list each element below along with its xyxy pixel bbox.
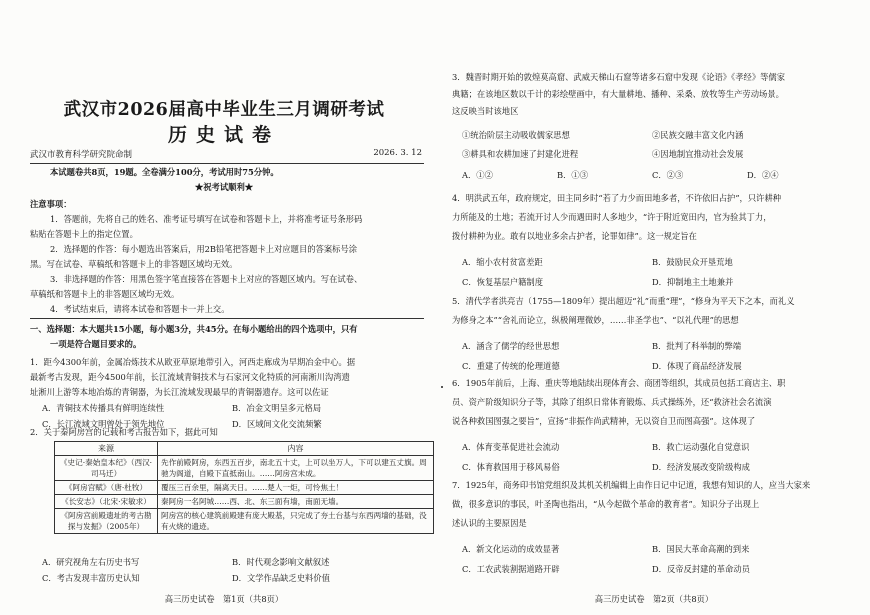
table-row xyxy=(55,456,434,481)
q5-options xyxy=(462,336,852,376)
q7-option-b[interactable]: B．国民大革命高潮的到来 xyxy=(652,544,750,554)
page-footer-right: 高三历史试卷 第2页（共8页） xyxy=(594,594,714,604)
subject-title: 历史试卷 xyxy=(167,124,280,146)
q2-option-c[interactable]: C．考古发现丰富历史认知 xyxy=(42,572,140,583)
q4-option-c[interactable]: C．恢复基层户籍制度 xyxy=(462,277,544,287)
q4-stem: 4．明洪武五年，政府规定，田主同乡时“若了力少而田地多者，不许依旧占护”，只许耕种 xyxy=(452,193,782,203)
note-line: 1．答题前，先将自己的姓名、准考证号填写在试卷和答题卡上，并将准考证号条形码 xyxy=(50,214,363,224)
q1-stem: 1．距今4300年前，金属冶炼技术从欧亚草原地带引入，河西走廊成为早期冶金中心。据 xyxy=(30,357,356,367)
q2-stem: 2．关于秦阿房宫的记载和考古报告如下，据此可知 xyxy=(30,427,218,437)
q6-stem: 6．1905年前后，上海、重庆等地陆续出现体育会、商团等组织，其成员包括工商店主、职 xyxy=(452,378,786,388)
q7-stem: 做，很多意识的事民，叶圣陶也指出，“从今起做个革命的教育者”。知识分子出现上 xyxy=(452,499,760,509)
good-luck-banner: ★祝考试顺利★ xyxy=(194,182,254,192)
q4-stem: 力所能及的土地；若流开讨人少而遇田时人多地少，“许于附近宽田内，官为验其丁力， xyxy=(452,212,772,222)
q7-stem: 述认识的主要原因是 xyxy=(452,518,527,528)
note-line: 粘贴在答题卡上的指定位置。 xyxy=(30,229,138,239)
q3-option-b[interactable]: B．①③ xyxy=(557,170,588,180)
q7-option-d[interactable]: D．反帝反封建的革命动员 xyxy=(652,564,750,574)
exam-date: 2026. 3. 12 xyxy=(373,148,422,158)
q3-item: ③耕具和农耕加速了封建化进程 xyxy=(462,149,579,159)
table-row xyxy=(55,509,434,534)
q4-option-d[interactable]: D．抑制地主土地兼并 xyxy=(652,277,734,287)
q7-stem: 7．1925年，商务印书馆党组织及其机关机编辑上由作日记中记道，我想有知识的人，应当大家来 xyxy=(452,480,811,490)
q4-option-b[interactable]: B．鼓励民众开垦荒地 xyxy=(652,257,733,267)
q1-option-b[interactable]: B．冶金文明呈多元格局 xyxy=(232,403,322,413)
header-rule xyxy=(30,163,424,164)
q2-option-d[interactable]: D．文学作品缺乏史料价值 xyxy=(232,572,330,583)
q2-options xyxy=(42,555,432,586)
q7-option-a[interactable]: A．新文化运动的成效显著 xyxy=(462,544,560,554)
q5-option-d[interactable]: D．体现了商品经济发展 xyxy=(652,361,742,371)
table-cell-content: 覆压三百余里，隔离天日。……楚人一炬，可怜焦土！ xyxy=(158,481,434,495)
note-line: 草稿纸和答题卡上的非答题区域均无效。 xyxy=(30,289,180,299)
q3-stem: 典籍；在该地区数以千计的彩绘壁画中，有大量耕地、播种、采桑、放牧等生产劳动场景。 xyxy=(452,89,784,99)
q7-options xyxy=(462,539,852,579)
q2-option-b[interactable]: B．时代观念影响文献叙述 xyxy=(232,557,330,567)
notes-rule xyxy=(30,318,424,319)
table-cell-content: 阿房宫的核心建筑前殿建有庞大殿基，只完成了夯土台基与东西两墙的基础，没有火烧的遗迹。 xyxy=(158,509,434,534)
q4-options xyxy=(462,252,852,292)
q1-option-c[interactable]: C．长江流域文明曾处于领先地位 xyxy=(42,418,165,429)
table-cell-source: 《阿房宫赋》（唐·杜牧） xyxy=(55,481,158,495)
q6-options xyxy=(462,437,852,477)
q3-item: ④因地制宜推动社会发展 xyxy=(652,149,744,159)
left-page xyxy=(14,0,434,615)
q3-option-c[interactable]: C．②③ xyxy=(652,170,684,180)
q1-stem: 最新考古发现，距今4500年前，长江流域青铜技术与石家河文化特质的河南淅川沟湾遗 xyxy=(30,372,350,382)
q3-option-d[interactable]: D．②④ xyxy=(747,170,779,180)
table-row xyxy=(55,481,434,495)
section-title-cont: 一项是符合题目要求的。 xyxy=(50,339,142,349)
exam-meta xyxy=(30,148,422,160)
exam-title: 武汉市2026届高中毕业生三月调研考试 xyxy=(63,100,385,120)
right-page xyxy=(452,0,856,615)
q4-option-a[interactable]: A．缩小农村贫富差距 xyxy=(462,257,543,267)
notes-title: 注意事项： xyxy=(30,199,72,209)
page-divider-mark xyxy=(441,386,443,388)
table-row xyxy=(55,495,434,509)
table-cell-content: 秦阿房一名阿城……西、北、东三面有墙，南面无墙。 xyxy=(158,495,434,509)
exam-summary: 本试题卷共8页，19题。全卷满分100分，考试用时75分钟。 xyxy=(50,167,279,177)
table-header: 内容 xyxy=(158,442,434,456)
q6-option-d[interactable]: D．经济发展改变阶级构成 xyxy=(652,462,750,472)
q3-option-a[interactable]: A．①② xyxy=(462,170,493,180)
table-cell-source: 《史记·秦始皇本纪》（西汉·司马迁） xyxy=(55,456,158,481)
page-footer-left: 高三历史试卷 第1页（共8页） xyxy=(164,594,284,604)
note-line: 3．非选择题的作答：用黑色签字笔直接答在答题卡上对应的答题区域内。写在试卷、 xyxy=(50,274,363,284)
q7-option-c[interactable]: C．工农武装割据道路开辟 xyxy=(462,564,560,574)
q3-options xyxy=(462,168,852,184)
q2-option-a[interactable]: A．研究视角左右历史书写 xyxy=(42,557,140,567)
q6-option-b[interactable]: B．救亡运动强化自觉意识 xyxy=(652,442,750,452)
q4-stem: 拨付耕种为业。敢有以地业多余占护者，论罪如律”。这一规定旨在 xyxy=(452,231,697,241)
exam-org: 武汉市教育科学研究院命制 xyxy=(30,150,133,160)
note-line: 4．考试结束后，请将本试卷和答题卡一并上交。 xyxy=(50,304,230,314)
q3-stem: 3．魏晋时期开始的敦煌莫高窟、武威天梯山石窟等诸多石窟中发现《论语》《孝经》等儒家 xyxy=(452,72,786,82)
q5-stem: 为修身之本”“舍礼而论立，纵极阐理微妙，……非圣学也”、“以礼代理”的思想 xyxy=(452,315,739,325)
q5-option-c[interactable]: C．重建了传统的伦理道德 xyxy=(462,361,560,371)
section-title: 一、选择题：本大题共15小题，每小题3分，共45分。在每小题给出的四个选项中，只有 xyxy=(30,324,358,334)
q5-option-a[interactable]: A．涵含了儒学的经世思想 xyxy=(462,341,560,351)
q3-items xyxy=(462,126,852,164)
q1-stem: 址淅川上游等本地冶炼的青铜器，为长江流域发现最早的青铜器遗存。这可以佐证 xyxy=(30,387,329,397)
q6-option-a[interactable]: A．体育变革促进社会流动 xyxy=(462,442,560,452)
q3-item: ①统治阶层主动吸收儒家思想 xyxy=(462,130,570,140)
note-line: 黑。写在试卷、草稿纸和答题卡上的非答题区域均无效。 xyxy=(30,259,238,269)
table-cell-source: 《阿房宫前殿遗址的考古勘探与发掘》（2005年） xyxy=(55,509,158,534)
q5-option-b[interactable]: B．批判了科举制的弊端 xyxy=(652,341,742,351)
note-line: 2．选择题的作答：每小题选出答案后，用2B铅笔把答题卡上对应题目的答案标号涂 xyxy=(50,244,358,254)
q6-option-c[interactable]: C．体育救国用于移风易俗 xyxy=(462,462,560,472)
table-header: 来源 xyxy=(55,442,158,456)
q2-source-table xyxy=(54,441,434,534)
q6-stem: 员、资产阶级知识分子等，其除了组织日常体育锻炼、兵式操练外，还“救济社会名流演 xyxy=(452,397,772,407)
q1-option-d[interactable]: D．区域间文化交流频繁 xyxy=(232,418,322,429)
table-cell-content: 先作前殿阿房，东西五百步，南北五十丈，上可以坐万人，下可以建五丈旗。周驰为阁道，自殿下直抵南山。……阿房宫未成。 xyxy=(158,456,434,481)
q6-stem: 说各种救国图强之要旨”，宣扬“非振作尚武精神，无以资自卫而图高强”。这体现了 xyxy=(452,416,756,426)
table-cell-source: 《长安志》（北宋·宋敏求） xyxy=(55,495,158,509)
q5-stem: 5．清代学者洪亮吉（1755—1809年）提出超迈“礼”而重“理”，“修身为平天下之本，而礼义 xyxy=(452,296,795,306)
q3-item: ②民族交融丰富文化内涵 xyxy=(652,130,744,140)
q3-stem: 这反映当时该地区 xyxy=(452,106,519,116)
q1-option-a[interactable]: A．青铜技术传播具有鲜明连续性 xyxy=(42,403,165,413)
